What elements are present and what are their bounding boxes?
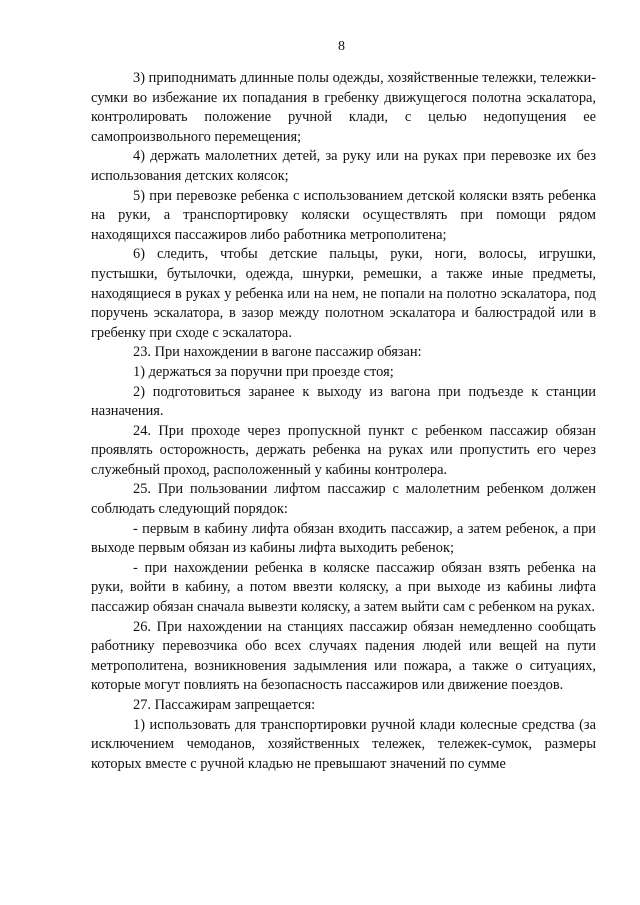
paragraph-item-3: 3) приподнимать длинные полы одежды, хозяйственные тележки, тележки-сумки во избежание их попадания в гребенку движущегося полотна эскалатора, контролировать положение ручной клади, с целью недопущения ее самопроизвольного перемещения; — [91, 70, 596, 145]
page-number: 8 — [338, 39, 345, 54]
paragraph-item-5: 5) при перевозке ребенка с использованием детской коляски взять ребенка на руки, а транспортировку коляски осуществлять при помощи рядом находящихся пассажиров либо работника метрополитена; — [91, 187, 596, 243]
paragraph-27-heading: 27. Пассажирам запрещается: — [133, 697, 316, 713]
paragraph-27-item-1: 1) использовать для транспортировки ручной клади колесные средства (за исключением чемоданов, хозяйственных тележек, тележек-сумок, размеры которых вместе с ручной кладью не превышают значений по сумме — [91, 716, 596, 772]
paragraph-23-heading: 23. При нахождении в вагоне пассажир обязан: — [133, 344, 422, 361]
paragraph-item-6: 6) следить, чтобы детские пальцы, руки, ноги, волосы, игрушки, пустышки, бутылочки, одежда, шнурки, ремешки, а также иные предметы, находящиеся в руках у ребенка или на нем, не попали на полотно эскалатора, под поручень эскалатора, в зазор между полотном эскалатора и балюстрадой или в гребенку при сходе с эскалатора. — [91, 246, 596, 341]
paragraph-23-item-1: 1) держаться за поручни при проезде стоя; — [133, 363, 394, 380]
paragraph-item-4: 4) держать малолетних детей, за руку или на руках при перевозке их без использования детских колясок; — [91, 148, 596, 184]
paragraph-25-heading: 25. При пользовании лифтом пассажир с малолетним ребенком должен соблюдать следующий порядок: — [91, 481, 596, 518]
paragraph-23-item-2: 2) подготовиться заранее к выходу из вагона при подъезде к станции назначения. — [91, 383, 596, 420]
paragraph-25-dash-2: - при нахождении ребенка в коляске пассажир обязан взять ребенка на руки, войти в кабину, а потом ввезти коляску, а при выходе из кабины лифта пассажир обязан сначала вывезти коляску, а затем выйти сам с ребенком на руках. — [91, 559, 596, 616]
paragraph-25-dash-1: - первым в кабину лифта обязан входить пассажир, а затем ребенок, а при выходе первым обязан из кабины лифта выходить ребенок; — [91, 520, 596, 557]
paragraph-24: 24. При проходе через пропускной пункт с ребенком пассажир обязан проявлять осторожность, держать ребенка на руках или пропустить его через служебный проход, расположенный у кабины контролера. — [91, 422, 596, 478]
paragraph-26: 26. При нахождении на станциях пассажир обязан немедленно сообщать работнику перевозчика обо всех случаях падения людей или вещей на пути метрополитена, возникновения задымления или пожара, а также о ситуациях, которые могут повлиять на безопасность пассажиров или движение поездов. — [91, 618, 596, 694]
